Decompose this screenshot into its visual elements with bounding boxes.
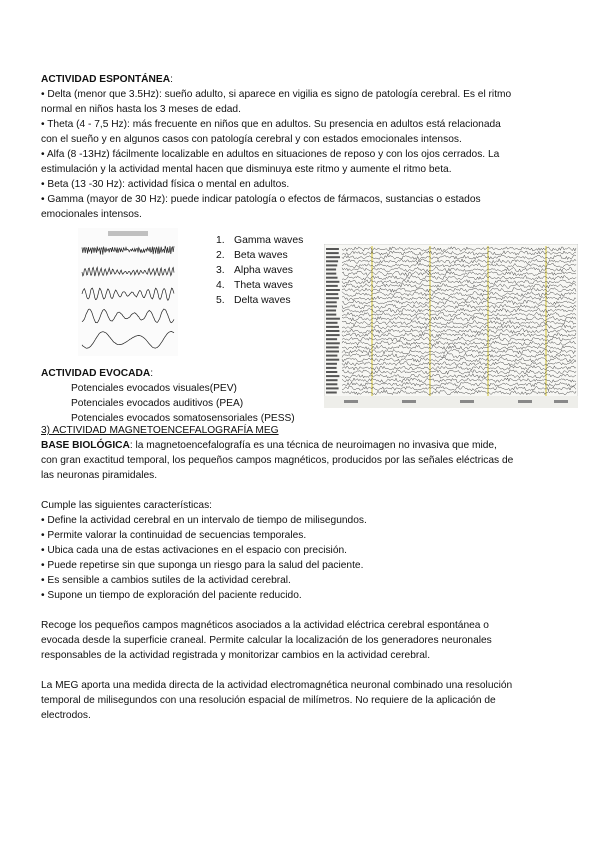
base-biologica-label: BASE BIOLÓGICA bbox=[41, 440, 130, 451]
eeg-channel-label bbox=[326, 359, 339, 361]
eeg-channel-label bbox=[326, 310, 336, 312]
features-intro: Cumple las siguientes características: bbox=[41, 500, 212, 511]
feature-item: • Define la actividad cerebral en un intervalo de tiempo de milisegundos. bbox=[41, 515, 367, 526]
eeg-channel-label bbox=[326, 338, 337, 340]
meg-paragraph-line: evocada desde la superficie craneal. Permite calcular la localización de los generadores neuronales bbox=[41, 635, 492, 646]
meg-paragraph-line: temporal de milisegundos con una resolución espacial de milímetros. No requiere de la aplicación de bbox=[41, 695, 496, 706]
eeg-time-mark bbox=[518, 400, 532, 403]
evoked-item: Potenciales evocados somatosensoriales (PESS) bbox=[71, 413, 295, 424]
spontaneous-line: • Theta (4 - 7,5 Hz): más frecuente en niños que en adultos. Su presencia en adultos está relacionada bbox=[41, 119, 501, 130]
feature-item: • Es sensible a cambios sutiles de la actividad cerebral. bbox=[41, 575, 291, 586]
meg-paragraph-line: electrodos. bbox=[41, 710, 91, 721]
eeg-channel-label bbox=[326, 363, 337, 365]
eeg-channel-label bbox=[326, 281, 339, 283]
feature-item: • Ubica cada una de estas activaciones en el espacio con precisión. bbox=[41, 545, 347, 556]
eeg-channel-label bbox=[326, 330, 339, 332]
eeg-channel-label bbox=[326, 293, 338, 295]
eeg-channel-label bbox=[326, 387, 339, 389]
spontaneous-line: estimulación y la actividad mental hacen que disminuya este ritmo y aumente el ritmo beta. bbox=[41, 164, 452, 175]
eeg-time-mark bbox=[554, 400, 568, 403]
spontaneous-line: • Alfa (8 -13Hz) fácilmente localizable en adultos en situaciones de reposo y con los ojos cerrados. La bbox=[41, 149, 500, 160]
meg-base-line: con gran exactitud temporal, los pequeños campos magnéticos, producidos por las señales eléctricas de bbox=[41, 455, 514, 466]
figure-caption-smudge bbox=[108, 231, 148, 236]
eeg-channel-label bbox=[326, 273, 336, 275]
evoked-activity-title: ACTIVIDAD EVOCADA bbox=[41, 368, 151, 379]
eeg-channel-label bbox=[326, 355, 337, 357]
eeg-channel-label bbox=[326, 260, 338, 262]
feature-item: • Permite valorar la continuidad de secuencias temporales. bbox=[41, 530, 307, 541]
spontaneous-line: • Delta (menor que 3.5Hz): sueño adulto, si aparece en vigilia es signo de patología cerebral. Es el ritmo bbox=[41, 89, 512, 100]
meg-heading: 3) ACTIVIDAD MAGNETOENCEFALOGRAFÍA MEG bbox=[41, 425, 279, 436]
eeg-channel-label bbox=[326, 314, 336, 316]
spontaneous-line: con el sueño y en algunos casos con patología cerebral y con estados emocionales intensos. bbox=[41, 134, 462, 145]
wave-list-item: 3. Alpha waves bbox=[216, 265, 293, 276]
eeg-channel-label bbox=[326, 322, 338, 324]
eeg-channel-label bbox=[326, 379, 338, 381]
meg-section bbox=[41, 423, 561, 723]
eeg-channel-label bbox=[326, 375, 339, 377]
spontaneous-line: • Gamma (mayor de 30 Hz): puede indicar patología o efectos de fármacos, sustancias o estados bbox=[41, 194, 481, 205]
base-biologica-text: : la magnetoencefalografía es una técnica de neuroimagen no invasiva que mide, bbox=[129, 440, 497, 451]
eeg-channel-label bbox=[326, 289, 340, 291]
eeg-time-mark bbox=[402, 400, 416, 403]
eeg-channel-label bbox=[326, 269, 336, 271]
wave-type-list bbox=[216, 233, 303, 308]
meg-paragraph-line: responsables de la actividad registrada y monitorizar cambios en la actividad cerebral. bbox=[41, 650, 431, 661]
eeg-channel-label bbox=[326, 342, 340, 344]
eeg-channel-label bbox=[326, 334, 340, 336]
eeg-time-axis bbox=[324, 396, 578, 408]
meg-base-line: las neuronas piramidales. bbox=[41, 470, 158, 481]
eeg-channel-label bbox=[326, 264, 337, 266]
eeg-time-mark bbox=[344, 400, 358, 403]
eeg-channel-label bbox=[326, 371, 337, 373]
spontaneous-activity-title: ACTIVIDAD ESPONTÁNEA bbox=[41, 74, 171, 85]
eeg-channel-label bbox=[326, 297, 339, 299]
eeg-channel-label bbox=[326, 256, 340, 258]
spontaneous-line: normal en niños hasta los 3 meses de edad. bbox=[41, 104, 241, 115]
evoked-item: Potenciales evocados visuales(PEV) bbox=[71, 383, 237, 394]
meg-paragraph-line: La MEG aporta una medida directa de la actividad electromagnética neuronal combinado una resolución bbox=[41, 680, 513, 691]
eeg-channel-label bbox=[326, 301, 337, 303]
spontaneous-activity-section: ACTIVIDAD ESPONTÁNEA: • Delta (menor que 3.5Hz): sueño adulto, si aparece en vigilia es signo de patología cerebral. Es el ritmo normal en niños hasta los 3 meses de edad. • Theta (4 - 7,5 Hz): más frecuente en niños que en adultos. Su presencia en adultos está relacionada con el sueño y en algunos casos con patología cerebral y con estados emocionales intensos. • Alfa (8 -13Hz) fácilmente localizable en adultos en situaciones de reposo y con los ojos cerrados. La estimulación y la actividad mental hacen que disminuya este ritmo y aumente el ritmo beta. • Beta (13 -30 Hz): actividad física o mental en adultos. • Gamma (mayor de 30 Hz): puede indicar patología o efectos de fármacos, sustancias o estados emocionales intensos. bbox=[41, 72, 561, 222]
eeg-channel-label bbox=[326, 248, 339, 250]
evoked-activity-section: ACTIVIDAD EVOCADA: Potenciales evocados visuales(PEV) Potenciales evocados auditivos (PEA) Potenciales evocados somatosensoriales (PESS) bbox=[41, 368, 295, 424]
spontaneous-line: • Beta (13 -30 Hz): actividad física o mental en adultos. bbox=[41, 179, 290, 190]
eeg-channel-label bbox=[326, 252, 339, 254]
eeg-recording-figure bbox=[324, 244, 578, 408]
eeg-time-mark bbox=[460, 400, 474, 403]
feature-item: • Puede repetirse sin que suponga un riesgo para la salud del paciente. bbox=[41, 560, 364, 571]
eeg-channel-label bbox=[326, 383, 337, 385]
evoked-item: Potenciales evocados auditivos (PEA) bbox=[71, 398, 244, 409]
eeg-channel-label bbox=[326, 285, 338, 287]
feature-item: • Supone un tiempo de exploración del paciente reducido. bbox=[41, 590, 302, 601]
spontaneous-line: emocionales intensos. bbox=[41, 209, 142, 220]
wave-list-item: 1. Gamma waves bbox=[216, 235, 304, 246]
eeg-channel-label bbox=[326, 318, 340, 320]
wave-list-item: 5. Delta waves bbox=[216, 295, 291, 306]
eeg-channel-label bbox=[326, 367, 337, 369]
meg-paragraph-line: Recoge los pequeños campos magnéticos asociados a la actividad eléctrica cerebral espontánea o bbox=[41, 620, 489, 631]
brain-waves-figure bbox=[78, 228, 178, 356]
eeg-channel-label bbox=[326, 305, 337, 307]
eeg-channel-label bbox=[326, 277, 338, 279]
eeg-channel-label bbox=[326, 346, 339, 348]
wave-list-item: 4. Theta waves bbox=[216, 280, 293, 291]
wave-list-item: 2. Beta waves bbox=[216, 250, 288, 261]
eeg-channel-label bbox=[326, 326, 339, 328]
eeg-channel-label bbox=[326, 351, 339, 353]
eeg-channel-label bbox=[326, 392, 337, 394]
